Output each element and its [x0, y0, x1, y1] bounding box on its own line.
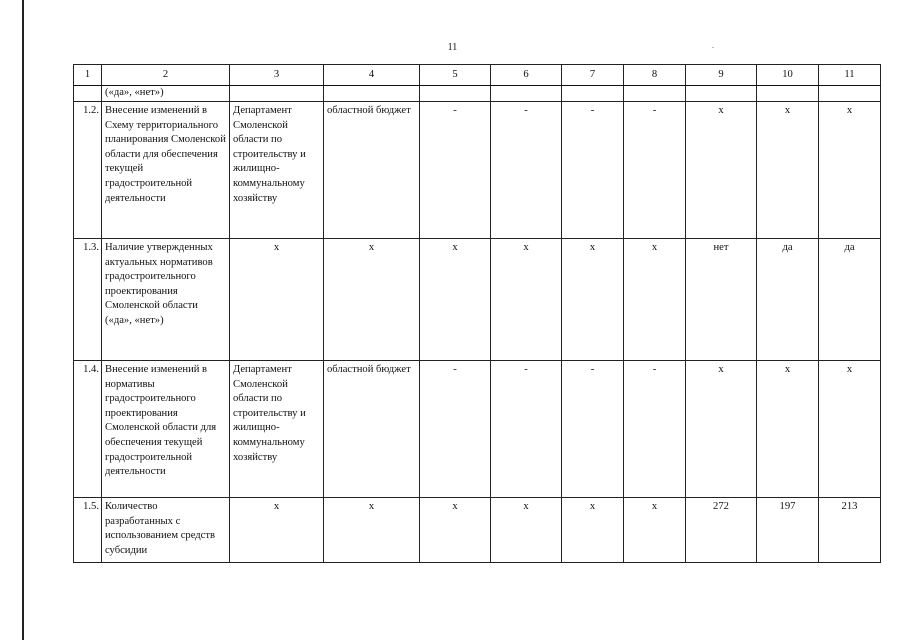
column-header: 2	[102, 65, 230, 86]
row-number: 1.5.	[74, 498, 102, 563]
row-value-col9: х	[686, 102, 757, 239]
row-value-col9	[686, 86, 757, 102]
row-value-col9: нет	[686, 239, 757, 361]
row-value-col10	[757, 86, 819, 102]
column-number-row	[74, 65, 881, 86]
row-value-col7: х	[562, 239, 624, 361]
row-number: 1.3.	[74, 239, 102, 361]
column-header: 10	[757, 65, 819, 86]
row-number: 1.4.	[74, 361, 102, 498]
column-header: 6	[491, 65, 562, 86]
row-value-col7: -	[562, 102, 624, 239]
row-value-col11: да	[819, 239, 881, 361]
row-value-col6: х	[491, 239, 562, 361]
row-value-col9: х	[686, 361, 757, 498]
column-header: 3	[230, 65, 324, 86]
row-value-col5: х	[420, 498, 491, 563]
page-number: 11	[447, 42, 458, 53]
row-indicator: Внесение изменений в Схему территориального планирования Смоленской области для обеспечения текущей градостроительной деятельности	[102, 102, 230, 239]
row-value-col8: -	[624, 361, 686, 498]
row-value-col6	[491, 86, 562, 102]
row-indicator: Количество разработанных с использованием средств субсидии	[102, 498, 230, 563]
row-value-col5: -	[420, 361, 491, 498]
row-indicator: Внесение изменений в нормативы градостроительного проектирования Смоленской области для обеспечения текущей градостроительной деятельности	[102, 361, 230, 498]
row-value-col7: -	[562, 361, 624, 498]
row-value-col8: х	[624, 239, 686, 361]
row-value-col11: 213	[819, 498, 881, 563]
table-row	[74, 86, 881, 102]
table-row	[74, 361, 881, 498]
row-value-col5: х	[420, 239, 491, 361]
scan-left-edge	[22, 0, 24, 640]
column-header: 4	[324, 65, 420, 86]
row-value-col11	[819, 86, 881, 102]
table-row	[74, 102, 881, 239]
row-source: областной бюджет	[324, 361, 420, 498]
column-header: 9	[686, 65, 757, 86]
row-value-col11: х	[819, 361, 881, 498]
row-executor: Департамент Смоленской области по строительству и жилищно-коммунальному хозяйству	[230, 102, 324, 239]
row-value-col6: х	[491, 498, 562, 563]
row-value-col7	[562, 86, 624, 102]
table-row	[74, 239, 881, 361]
row-executor: Департамент Смоленской области по строительству и жилищно-коммунальному хозяйству	[230, 361, 324, 498]
row-value-col9: 272	[686, 498, 757, 563]
row-source	[324, 86, 420, 102]
row-number	[74, 86, 102, 102]
program-table	[73, 64, 881, 563]
row-value-col10: х	[757, 102, 819, 239]
row-value-col7: х	[562, 498, 624, 563]
row-value-col5: -	[420, 102, 491, 239]
row-executor	[230, 86, 324, 102]
column-header: 8	[624, 65, 686, 86]
row-indicator: Наличие утвержденных актуальных нормативов градостроительного проектирования Смоленской области («да», «нет»)	[102, 239, 230, 361]
row-value-col10: 197	[757, 498, 819, 563]
scan-speck	[712, 47, 714, 48]
row-value-col5	[420, 86, 491, 102]
row-value-col10: да	[757, 239, 819, 361]
row-value-col6: -	[491, 102, 562, 239]
row-value-col11: х	[819, 102, 881, 239]
row-source: областной бюджет	[324, 102, 420, 239]
row-source: х	[324, 239, 420, 361]
column-header: 5	[420, 65, 491, 86]
column-header: 1	[74, 65, 102, 86]
column-header: 7	[562, 65, 624, 86]
row-indicator: («да», «нет»)	[102, 86, 230, 102]
row-value-col10: х	[757, 361, 819, 498]
row-value-col6: -	[491, 361, 562, 498]
row-value-col8: -	[624, 102, 686, 239]
column-header: 11	[819, 65, 881, 86]
row-value-col8	[624, 86, 686, 102]
row-value-col8: х	[624, 498, 686, 563]
row-executor: х	[230, 239, 324, 361]
row-executor: х	[230, 498, 324, 563]
row-number: 1.2.	[74, 102, 102, 239]
row-source: х	[324, 498, 420, 563]
table-row	[74, 498, 881, 563]
